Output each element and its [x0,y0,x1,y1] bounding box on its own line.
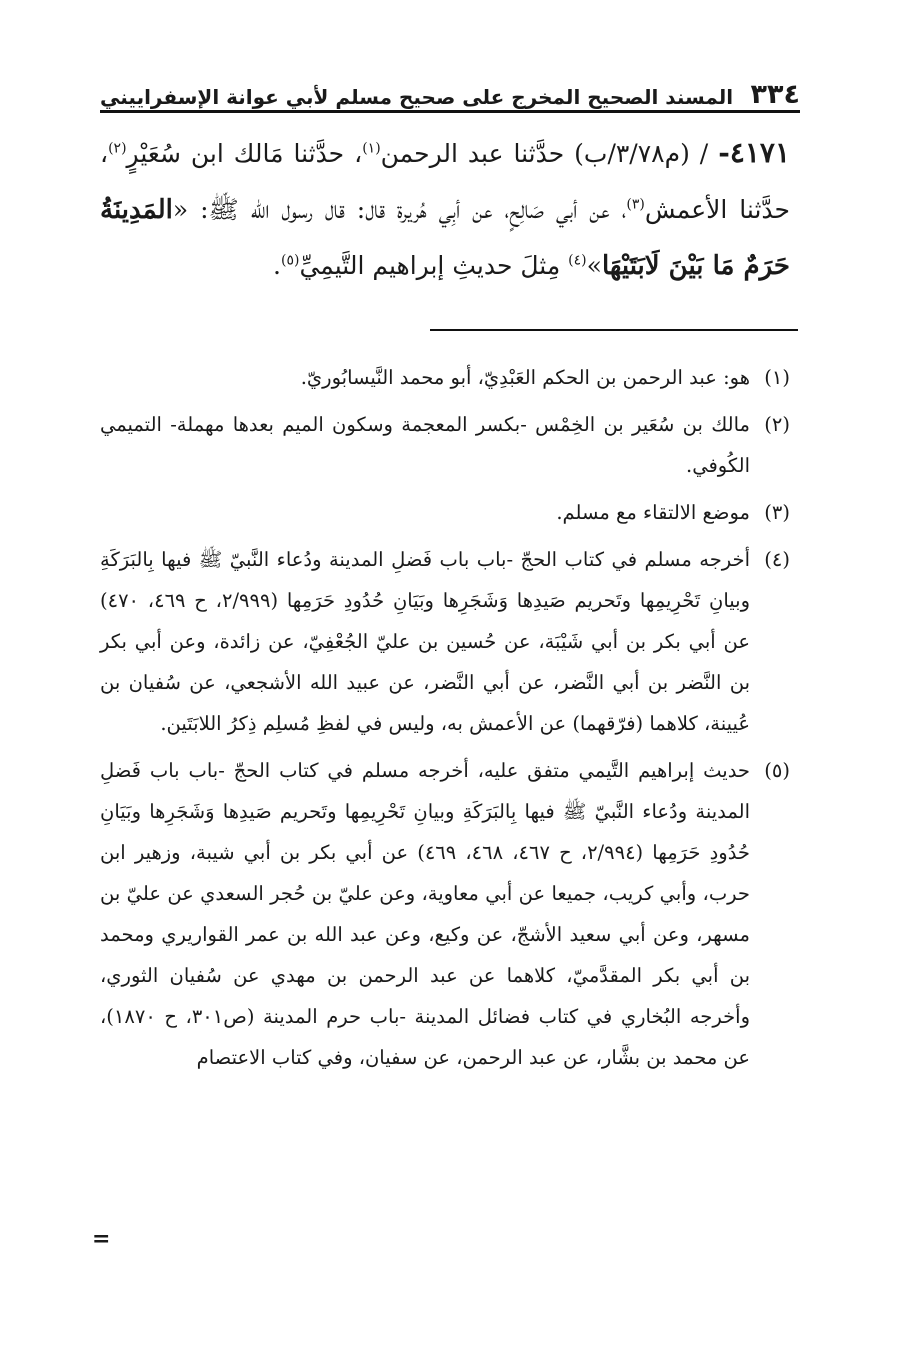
hadith-chain-4: ، عن أبي صَالِحٍ، عن أبِي هُريرة قال: قال رسول الله ﷺ: « [172,195,627,224]
footnote-ref-1[interactable]: (١) [362,140,381,157]
hadith-chain-6: مِثلَ حديثِ إبراهيم التَّيمِيِّ [299,251,569,280]
hadith-quote-close: » [586,251,602,280]
hadith-chain-2: ، حدَّثنا مَالك ابن سُعَيْرٍ [126,139,363,168]
hadith-chain-3: ، حدَّثنا الأعمش [100,139,790,224]
footnote-5 [100,750,790,1078]
footnote-number: (١) [764,366,790,389]
book-title: المسند الصحيح المخرج على صحيح مسلم لأبي عوانة الإسفراييني [100,85,734,109]
footnote-4 [100,539,790,744]
page-number: ٣٣٤ [750,79,800,110]
footnotes-section [100,357,790,1084]
hadith-text [100,125,790,294]
footnote-text: موضع الالتقاء مع مسلم. [556,501,750,524]
footnote-ref-2[interactable]: (٢) [108,140,127,157]
footnote-divider [430,329,798,331]
footnote-2 [100,404,790,486]
footnote-number: (٤) [764,548,790,571]
header-divider [100,110,800,113]
footnote-ref-5[interactable]: (٥) [281,252,300,269]
hadith-end: . [273,251,281,280]
footnote-ref-3[interactable]: (٣) [626,196,645,213]
continuation-mark: = [92,1226,111,1252]
footnote-number: (٥) [764,759,790,782]
footnote-text: هو: عبد الرحمن بن الحكم العَبْدِيّ، أبو محمد النَّيسابُوريّ. [300,366,750,389]
footnote-1 [100,357,790,398]
footnote-number: (٢) [764,413,790,436]
hadith-quote: المَدِينَةُ حَرَمٌ مَا بَيْنَ لَابَتَيْهَا [100,195,790,281]
footnote-text: أخرجه مسلم في كتاب الحجّ -باب باب فَضلِ المدينة ودُعاء النَّبيّ ﷺ فيها بِالبَرَكَةِ وبيانِ تَحْرِيمِها وتَحريم صَيدِها وَشَجَرِها وبَيَانِ حُدُودِ حَرَمِها (٢/٩٩٩، ح ٤٦٩، ٤٧٠) عن أبي بكر بن أبي شَيْبَة، عن حُسين بن عليّ الجُعْفِيّ، عن زائدة، وعن أبي بكر بن النَّضر بن أبي النَّضر، عن أبي النَّضر، عن عبيد الله الأشجعي، عن سُفيان بن عُيينة، كلاهما (فرّقهما) عن الأعمش به، وليس في لفظِ مُسلِم ذِكرُ اللابَتَين. [100,548,751,735]
footnote-3 [100,492,790,533]
footnote-text: حديث إبراهيم التَّيمي متفق عليه، أخرجه مسلم في كتاب الحجّ -باب باب فَضلِ المدينة ودُعاء النَّبيّ ﷺ فيها بِالبَرَكَةِ وبيانِ تَحْرِيمِها وتَحريم صَيدِها وَشَجَرِها وبَيَانِ حُدُودِ حَرَمِها (٢/٩٩٤، ح ٤٦٧، ٤٦٨، ٤٦٩) عن أبي بكر بن أبي شيبة، وزهير ابن حرب، وأبي كريب، جميعا عن أبي معاوية، وعن عليّ بن حُجر السعدي عن عليّ بن مسهر، وعن أبي سعيد الأشجّ، عن وكيع، وعن عبد الله بن عمر القواريري ومحمد بن أبي بكر المقدَّميّ، كلاهما عن عبد الرحمن بن مهدي عن سُفيان الثوري، وأخرجه البُخاري في كتاب فضائل المدينة -باب حرم المدينة (ص٣٠١، ح ١٨٧٠)، عن محمد بن بشَّار، عن عبد الرحمن، عن سفيان، وفي كتاب الاعتصام [100,759,750,1069]
running-head [100,70,800,108]
footnote-text: مالك بن سُعَير بن الخِمْس -بكسر المعجمة وسكون الميم بعدها مهملة- التميمي الكُوفي. [100,413,750,477]
hadith-chain-1: / (م٣/٧٨/ب) حدَّثنا عبد الرحمن [380,139,719,168]
footnote-ref-4[interactable]: (٤) [568,252,587,269]
footnote-number: (٣) [764,501,790,524]
hadith-number: ٤١٧١- [718,136,790,169]
